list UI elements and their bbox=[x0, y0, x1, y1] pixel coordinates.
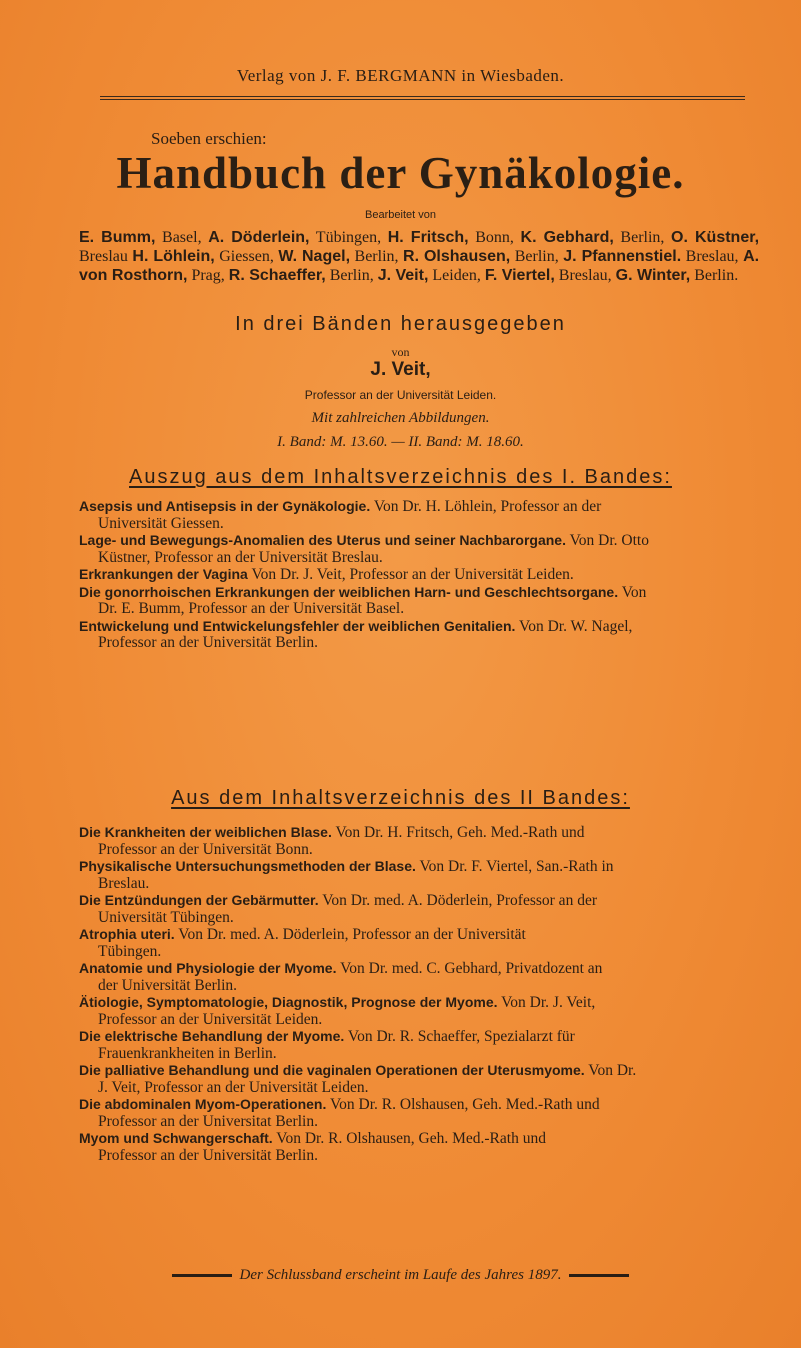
toc-entry-title: Atrophia uteri. bbox=[79, 926, 175, 942]
contributor-name: G. Winter, bbox=[615, 267, 691, 284]
contributor-city: Berlin, bbox=[325, 267, 378, 284]
contributor-name: A. von Rosthorn, bbox=[79, 248, 760, 284]
divider bbox=[100, 96, 745, 97]
contributor-city: Breslau, bbox=[554, 267, 616, 284]
toc-entry-author: Von Dr. R. Olshausen, Geh. Med.-Rath und bbox=[326, 1096, 600, 1113]
divider bbox=[100, 99, 745, 100]
toc-entry-author: Von Dr. bbox=[584, 1062, 637, 1079]
contributor-name: K. Gebhard, bbox=[520, 229, 614, 246]
contributor-city: Giessen, bbox=[214, 248, 279, 265]
toc-entry-title: Lage- und Bewegungs-Anomalien des Uterus und seiner Nachbarorgane. bbox=[79, 532, 566, 548]
contributor-name: A. Döderlein, bbox=[208, 229, 310, 246]
volumes-line: In drei Bänden herausgegeben bbox=[235, 313, 566, 335]
toc-entry-affiliation: Frauenkrankheiten in Berlin. bbox=[98, 1044, 277, 1062]
contributor-name: R. Olshausen, bbox=[403, 248, 511, 265]
section-heading-text: Auszug aus dem Inhaltsverzeichnis des I. Bandes: bbox=[129, 466, 672, 488]
toc-entry-title: Die palliative Behandlung und die vaginalen Operationen der Uterusmyome. bbox=[79, 1062, 585, 1078]
toc-entry-affiliation: Professor an der Universitat Berlin. bbox=[98, 1112, 318, 1130]
toc-entry bbox=[79, 1096, 759, 1130]
toc-entry-title: Myom und Schwangerschaft. bbox=[79, 1130, 273, 1146]
toc-entry bbox=[79, 824, 759, 858]
toc-entry-title: Entwickelung und Entwickelungsfehler der weiblichen Genitalien. bbox=[79, 617, 516, 634]
toc-entry-affiliation: der Universität Berlin. bbox=[98, 976, 238, 994]
toc-entry-title: Physikalische Untersuchungsmethoden der Blase. bbox=[79, 858, 416, 874]
contributor-name: E. Bumm, bbox=[79, 229, 156, 246]
page-title: Handbuch der Gynäkologie. bbox=[116, 148, 685, 198]
toc-band-1 bbox=[79, 498, 759, 652]
contributor-city: Leiden, bbox=[428, 267, 485, 284]
toc-entry-title: Die gonorrhoischen Erkrankungen der weiblichen Harn- und Geschlechtsorgane. bbox=[79, 583, 619, 600]
contributor-name: W. Nagel, bbox=[278, 248, 351, 265]
toc-entry bbox=[79, 618, 759, 652]
publisher-line: Verlag von J. F. BERGMANN in Wiesbaden. bbox=[236, 66, 565, 85]
contributor-city: Basel, bbox=[155, 229, 209, 246]
toc-entry bbox=[79, 1028, 759, 1062]
section-heading-band-2 bbox=[0, 787, 801, 810]
toc-entry-author: Von Dr. R. Schaeffer, Spezialarzt für bbox=[344, 1028, 575, 1045]
bearbeitet-label: Bearbeitet von bbox=[365, 209, 436, 221]
toc-entry bbox=[79, 892, 759, 926]
toc-entry bbox=[79, 858, 759, 892]
toc-entry-affiliation: Professor an der Universität Berlin. bbox=[98, 634, 318, 651]
toc-entry-affiliation: Universität Giessen. bbox=[98, 514, 224, 532]
contributor-city: Berlin, bbox=[350, 248, 404, 265]
toc-entry-title: Anatomie und Physiologie der Myome. bbox=[79, 960, 337, 976]
contributor-city: Berlin, bbox=[510, 248, 564, 265]
contributor-city: Breslau, bbox=[681, 248, 744, 265]
toc-entry-affiliation: Universität Tübingen. bbox=[98, 908, 234, 926]
section-heading-text: Aus dem Inhaltsverzeichnis des II Bandes: bbox=[171, 787, 630, 809]
contributor-name: J. Pfannenstiel. bbox=[563, 248, 682, 265]
toc-entry-author: Von Dr. F. Viertel, San.-Rath in bbox=[415, 858, 614, 875]
toc-entry bbox=[79, 584, 759, 618]
editor-title: Professor an der Universität Leiden. bbox=[304, 388, 497, 402]
contributor-name: H. Fritsch, bbox=[387, 229, 469, 246]
contributor-city: Berlin. bbox=[690, 267, 739, 284]
toc-entry-author: Von Dr. med. A. Döderlein, Professor an der Universität bbox=[174, 926, 526, 943]
contributor-name: H. Löhlein, bbox=[132, 248, 215, 265]
toc-entry-title: Ätiologie, Symptomatologie, Diagnostik, Prognose der Myome. bbox=[79, 994, 498, 1010]
toc-entry-author: Von Dr. H. Fritsch, Geh. Med.-Rath und bbox=[331, 824, 585, 841]
toc-entry bbox=[79, 960, 759, 994]
contributor-name: F. Viertel, bbox=[484, 267, 555, 284]
toc-entry-affiliation: Breslau. bbox=[98, 874, 150, 892]
contributor-city: Berlin, bbox=[613, 229, 672, 246]
contributor-city: Prag, bbox=[187, 267, 229, 284]
toc-entry-affiliation: Professor an der Universität Leiden. bbox=[98, 1010, 323, 1028]
toc-entry-title: Die Entzündungen der Gebärmutter. bbox=[79, 892, 319, 908]
toc-band-2 bbox=[79, 824, 759, 1164]
footer-note bbox=[0, 1267, 801, 1284]
illustrations-note: Mit zahlreichen Abbildungen. bbox=[311, 410, 490, 426]
toc-entry-author: Von Dr. J. Veit, bbox=[497, 994, 596, 1011]
toc-entry bbox=[79, 1062, 759, 1096]
toc-entry-author: Von Dr. H. Löhlein, Professor an der bbox=[370, 498, 602, 515]
toc-entry-affiliation: Tübingen. bbox=[98, 942, 162, 960]
toc-entry-title: Die abdominalen Myom-Operationen. bbox=[79, 1096, 327, 1112]
contributor-name: J. Veit, bbox=[377, 267, 429, 284]
contributor-city: Breslau bbox=[79, 248, 133, 265]
toc-entry-affiliation: Professor an der Universität Bonn. bbox=[98, 840, 313, 858]
soeben-label: Soeben erschien: bbox=[151, 129, 267, 148]
toc-entry-title: Die elektrische Behandlung der Myome. bbox=[79, 1028, 345, 1044]
toc-entry bbox=[79, 498, 759, 532]
toc-entry-author: Von Dr. Otto bbox=[565, 532, 649, 549]
toc-entry bbox=[79, 532, 759, 566]
contributor-name: O. Küstner, bbox=[671, 229, 760, 246]
contributor-name: R. Schaeffer, bbox=[228, 267, 326, 284]
toc-entry-author: Von Dr. med. A. Döderlein, Professor an der bbox=[318, 892, 597, 909]
footer-bar-right bbox=[569, 1274, 629, 1277]
toc-entry-author: Von Dr. med. C. Gebhard, Privatdozent an bbox=[336, 960, 603, 977]
toc-entry bbox=[79, 994, 759, 1028]
toc-entry-affiliation: Küstner, Professor an der Universität Breslau. bbox=[98, 548, 383, 566]
contributor-city: Bonn, bbox=[468, 229, 521, 246]
section-heading-band-1 bbox=[0, 466, 801, 489]
footer-text: Der Schlussband erscheint im Laufe des Jahres 1897. bbox=[239, 1267, 562, 1283]
toc-entry-title: Die Krankheiten der weiblichen Blase. bbox=[79, 824, 332, 840]
toc-entry-title: Asepsis und Antisepsis in der Gynäkologie. bbox=[79, 498, 371, 514]
toc-entry-author: Von Dr. W. Nagel, bbox=[515, 617, 633, 635]
toc-entry-affiliation: J. Veit, Professor an der Universität Leiden. bbox=[98, 1078, 369, 1096]
toc-entry-title: Erkrankungen der Vagina bbox=[79, 566, 248, 582]
toc-entry-author: Von Dr. J. Veit, Professor an der Universität Leiden. bbox=[247, 566, 574, 583]
von-label: von bbox=[391, 345, 410, 359]
contributors-list bbox=[79, 228, 759, 285]
toc-entry-author: Von Dr. R. Olshausen, Geh. Med.-Rath und bbox=[272, 1130, 546, 1147]
toc-entry bbox=[79, 926, 759, 960]
toc-entry-author: Von bbox=[618, 583, 647, 601]
contributor-city: Tübingen, bbox=[309, 229, 388, 246]
toc-entry-affiliation: Dr. E. Bumm, Professor an der Universität Basel. bbox=[98, 600, 405, 617]
footer-bar-left bbox=[172, 1274, 232, 1277]
toc-entry-affiliation: Professor an der Universität Berlin. bbox=[98, 1146, 318, 1164]
prices-line: I. Band: M. 13.60. — II. Band: M. 18.60. bbox=[277, 434, 524, 450]
toc-entry bbox=[79, 1130, 759, 1164]
toc-entry bbox=[79, 566, 759, 584]
editor-name: J. Veit, bbox=[370, 359, 431, 380]
